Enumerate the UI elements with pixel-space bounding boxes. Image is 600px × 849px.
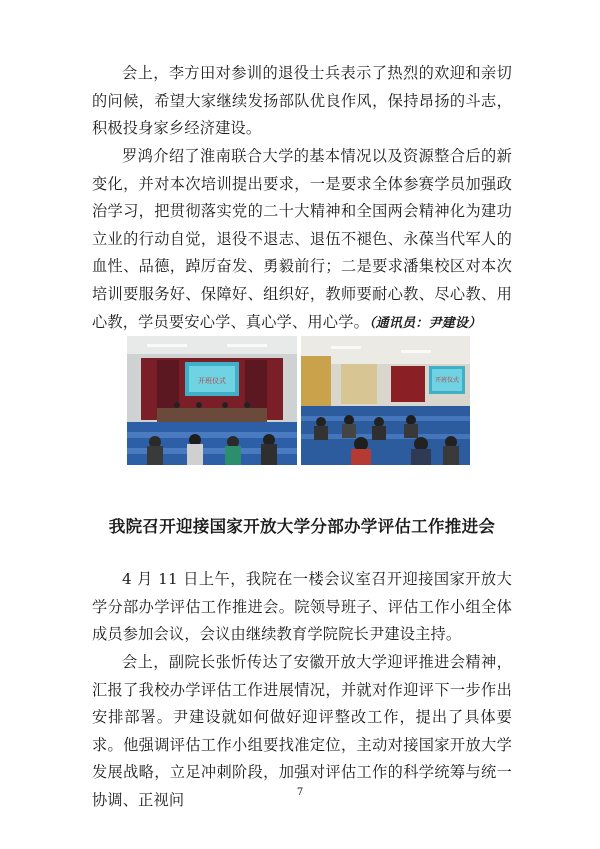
- right-screen-text: 开班仪式: [434, 377, 460, 384]
- article1-paragraph-1: 会上，李方田对参训的退役士兵表示了热烈的欢迎和亲切的问候，希望大家继续发扬部队优良作风，保持昂扬的斗志，积极投身家乡经济建设。: [92, 64, 512, 138]
- photo-opening-ceremony-stage: [127, 336, 297, 465]
- article1-paragraph-2-text: 罗鸿介绍了淮南联合大学的基本情况以及资源整合后的新变化，并对本次培训提出要求，一是要求全体参赛学员加强政治学习，把贯彻落实党的二十大精神和全国两会精神化为建功立业的行动自觉，退役不退志、退伍不褪色、永葆当代军人的血性、品德，踔厉奋发、勇毅前行；二是要求潘集校区对本次培训要服务好、保障好、组织好，教师要耐心教、尽心教、用心教，学员要安心学、真心学、用心学。: [92, 147, 512, 331]
- photo-audience: [301, 336, 470, 465]
- article1-paragraph-2: [92, 143, 512, 337]
- correspondent-credit: （通讯员：尹建设）: [368, 315, 482, 331]
- page-number: 7: [296, 787, 304, 798]
- article2-paragraph-1: 4 月 11 日上午，我院在一楼会议室召开迎接国家开放大学分部办学评估工作推进会。院领导班子、评估工作小组全体成员参加会议，会议由继续教育学院院长尹建设主持。: [92, 570, 512, 644]
- article2-title: 我院召开迎接国家开放大学分部办学评估工作推进会: [108, 517, 496, 536]
- article2-paragraph-2: 会上，副院长张忻传达了安徽开放大学迎评推进会精神，汇报了我校办学评估工作进展情况，并就对作迎评下一步作出安排部署。尹建设就如何做好迎评整改工作，提出了具体要求。他强调评估工作小组要找准定位，主动对接国家开放大学发展战略，立足冲刺阶段，加强对评估工作的科学统筹与统一协调、正视问: [92, 653, 512, 809]
- left-screen-text: 开班仪式: [198, 377, 226, 385]
